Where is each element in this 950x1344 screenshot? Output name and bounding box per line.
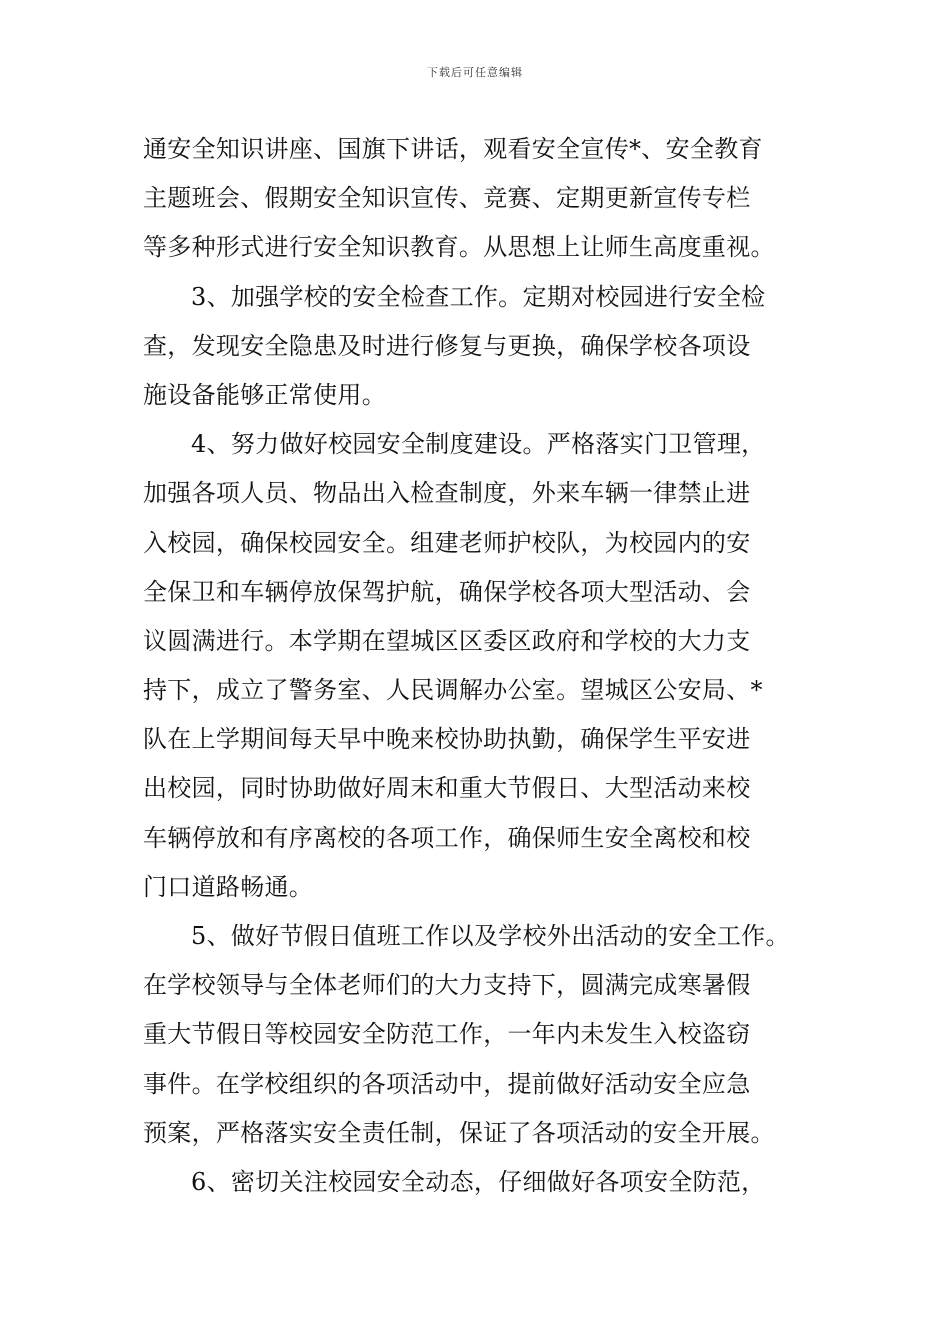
text-line: 全保卫和车辆停放保驾护航，确保学校各项大型活动、会 (143, 577, 751, 606)
text-line: 通安全知识讲座、国旗下讲话，观看安全宣传*、安全教育 (143, 135, 763, 163)
text-line: 持下，成立了警务室、人民调解办公室。望城区公安局、* (143, 676, 763, 705)
text-line: 施设备能够正常使用。 (143, 380, 386, 409)
text-line: 车辆停放和有序离校的各项工作，确保师生安全离校和校 (143, 823, 751, 852)
page-header: 下载后可任意编辑 (427, 66, 523, 79)
paragraph-start-line: 3、加强学校的安全检查工作。定期对校园进行安全检 (191, 282, 766, 311)
text-line: 重大节假日等校园安全防范工作，一年内未发生入校盗窃 (143, 1020, 751, 1049)
text-line: 主题班会、假期安全知识宣传、竞赛、定期更新宣传专栏 (143, 184, 751, 213)
document-body (143, 125, 843, 1207)
text-line: 加强各项人员、物品出入检查制度，外来车辆一律禁止进 (143, 479, 751, 508)
text-line: 队在上学期间每天早中晚来校协助执勤，确保学生平安进 (143, 725, 751, 754)
text-line: 等多种形式进行安全知识教育。从思想上让师生高度重视。 (143, 233, 775, 262)
text-line: 入校园，确保校园安全。组建老师护校队，为校园内的安 (143, 528, 751, 557)
paragraph-start-line: 5、做好节假日值班工作以及学校外出活动的安全工作。 (191, 922, 790, 950)
paragraph-start-line: 6、密切关注校园安全动态，仔细做好各项安全防范， (191, 1167, 766, 1196)
paragraph-start-line: 4、努力做好校园安全制度建设。严格落实门卫管理， (191, 430, 766, 459)
text-line: 议圆满进行。本学期在望城区区委区政府和学校的大力支 (143, 626, 751, 655)
text-line: 查，发现安全隐患及时进行修复与更换，确保学校各项设 (143, 331, 751, 360)
text-line: 事件。在学校组织的各项活动中，提前做好活动安全应急 (143, 1069, 751, 1098)
text-line: 在学校领导与全体老师们的大力支持下，圆满完成寒暑假 (143, 971, 751, 1000)
text-line: 门口道路畅通。 (143, 872, 314, 901)
text-line: 预案，严格落实安全责任制，保证了各项活动的安全开展。 (143, 1118, 775, 1147)
text-line: 出校园，同时协助做好周末和重大节假日、大型活动来校 (143, 774, 751, 803)
